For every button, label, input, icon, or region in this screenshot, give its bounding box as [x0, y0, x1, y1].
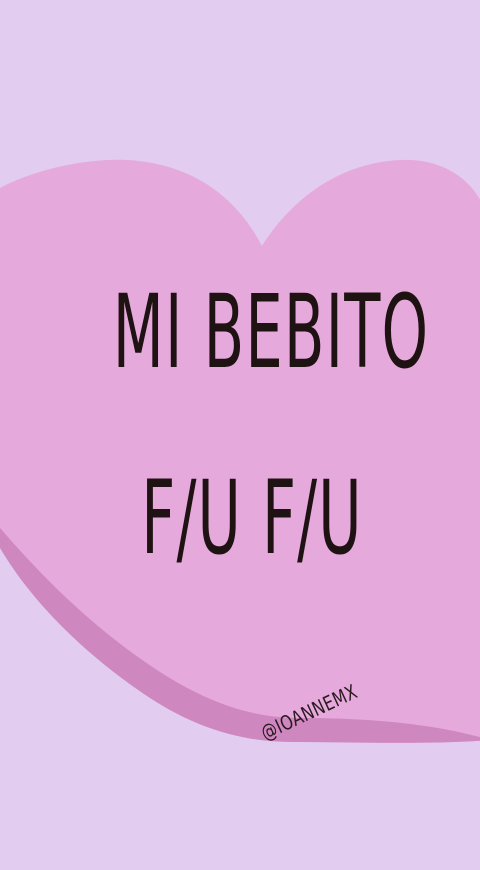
message-line-1: MI BEBITO — [112, 273, 430, 392]
message-line-2: F/U F/U — [141, 459, 363, 578]
creator-handle: @IOANNEMX — [256, 679, 362, 745]
heart-face-shape — [0, 160, 480, 740]
